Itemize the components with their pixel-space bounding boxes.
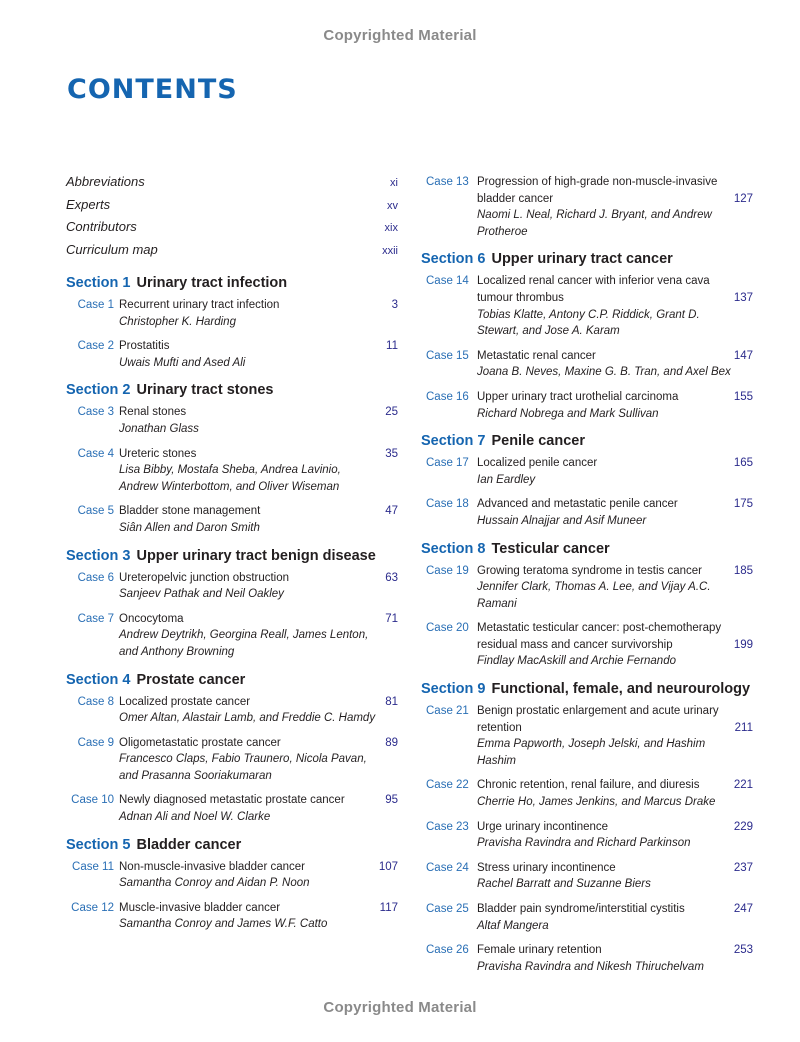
case-title: Stress urinary incontinence [477, 861, 616, 874]
section-title: Penile cancer [491, 433, 585, 450]
section-number: Section 2 [66, 382, 131, 399]
case-authors: Lisa Bibby, Mostafa Sheba, Andrea Lavinio, Andrew Winterbottom, and Oliver Wiseman [119, 464, 341, 493]
case-page: 107 [378, 860, 398, 873]
section-number: Section 5 [66, 836, 131, 853]
case-number: Case 16 [426, 390, 469, 403]
section-number: Section 3 [66, 547, 131, 564]
case-page: 137 [733, 291, 753, 304]
case-entry[interactable] [421, 174, 753, 240]
case-number: Case 2 [77, 340, 114, 353]
case-number: Case 18 [426, 498, 469, 511]
case-title: Prostatitis [119, 340, 170, 353]
case-number: Case 6 [77, 571, 114, 584]
case-page: 71 [385, 612, 398, 625]
case-entry[interactable] [421, 819, 753, 852]
case-page: 3 [391, 299, 398, 311]
case-title: Muscle-invasive bladder cancer [119, 901, 281, 914]
front-matter-item[interactable] [66, 242, 398, 265]
case-page: 81 [385, 695, 398, 708]
case-number: Case 8 [77, 695, 114, 708]
front-matter-label: Contributors [66, 219, 137, 234]
case-page: 117 [379, 901, 398, 914]
case-title: Localized penile cancer [477, 457, 598, 470]
case-number: Case 26 [426, 944, 469, 957]
front-matter-item[interactable] [66, 219, 398, 242]
section-heading[interactable] [66, 548, 398, 564]
case-title: Bladder stone management [119, 505, 261, 518]
case-entry[interactable] [66, 735, 398, 785]
case-title: Ureteric stones [119, 447, 197, 460]
case-page: 247 [733, 903, 753, 915]
section-heading[interactable] [421, 251, 753, 267]
case-page: 253 [733, 944, 753, 957]
case-authors: Jennifer Clark, Thomas A. Lee, and Vijay A.C. Ramani [477, 581, 711, 610]
case-title: Advanced and metastatic penile cancer [477, 498, 678, 511]
case-entry[interactable] [421, 389, 753, 422]
case-page: 35 [385, 447, 398, 460]
case-entry[interactable] [66, 792, 398, 825]
case-entry[interactable] [421, 620, 753, 670]
case-title: Metastatic testicular cancer: post-chemotherapy residual mass and cancer survivorship [477, 622, 722, 651]
case-authors: Samantha Conroy and Aidan P. Noon [119, 877, 310, 890]
section-title: Functional, female, and neurourology [491, 681, 751, 698]
case-number: Case 21 [426, 705, 469, 718]
case-authors: Pravisha Ravindra and Richard Parkinson [477, 837, 691, 850]
section-title: Upper urinary tract benign disease [136, 547, 376, 564]
case-authors: Jonathan Glass [119, 422, 199, 435]
section-title: Prostate cancer [136, 671, 246, 688]
case-title: Ureteropelvic junction obstruction [119, 571, 290, 584]
case-entry[interactable] [66, 503, 398, 536]
case-number: Case 24 [426, 861, 469, 874]
front-matter-item[interactable] [66, 174, 398, 197]
watermark-top: Copyrighted Material [323, 27, 477, 44]
case-authors: Andrew Deytrikh, Georgina Reall, James Lenton, and Anthony Browning [119, 629, 369, 658]
case-entry[interactable] [421, 273, 753, 339]
case-entry[interactable] [66, 297, 398, 330]
case-title: Newly diagnosed metastatic prostate cancer [119, 794, 345, 807]
case-page: 237 [733, 861, 753, 874]
case-entry[interactable] [421, 348, 753, 381]
case-page: 199 [733, 638, 753, 651]
front-matter-page: xix [384, 222, 398, 234]
case-authors: Siân Allen and Daron Smith [119, 521, 260, 534]
case-number: Case 3 [77, 406, 114, 419]
case-authors: Hussain Alnajjar and Asif Muneer [477, 514, 647, 527]
case-authors: Pravisha Ravindra and Nikesh Thiruchelvam [477, 960, 704, 973]
case-authors: Tobias Klatte, Antony C.P. Riddick, Grant D. Stewart, and Jose A. Karam [477, 308, 700, 338]
case-entry[interactable] [421, 777, 753, 810]
case-entry[interactable] [66, 694, 398, 727]
section-heading[interactable] [421, 681, 753, 697]
case-authors: Samantha Conroy and James W.F. Catto [119, 918, 328, 931]
case-number: Case 11 [72, 860, 114, 873]
case-number: Case 10 [71, 794, 114, 807]
case-authors: Omer Altan, Alastair Lamb, and Freddie C. Hamdy [119, 712, 376, 725]
case-number: Case 20 [426, 622, 469, 635]
case-number: Case 5 [77, 505, 114, 518]
case-entry[interactable] [421, 455, 753, 488]
case-title: Non-muscle-invasive bladder cancer [119, 860, 305, 873]
front-matter-label: Abbreviations [66, 174, 145, 189]
case-title: Female urinary retention [477, 944, 602, 957]
watermark-bottom: Copyrighted Material [323, 999, 477, 1016]
case-entry[interactable] [421, 901, 753, 934]
front-matter-page: xi [390, 177, 398, 189]
case-number: Case 19 [426, 564, 469, 577]
case-authors: Adnan Ali and Noel W. Clarke [119, 811, 271, 824]
case-authors: Altaf Mangera [477, 919, 549, 932]
case-page: 127 [733, 192, 753, 205]
case-title: Upper urinary tract urothelial carcinoma [477, 390, 679, 403]
section-number: Section 8 [421, 540, 486, 557]
case-page: 47 [385, 505, 398, 518]
case-authors: Cherrie Ho, James Jenkins, and Marcus Drake [477, 796, 716, 809]
section-title: Bladder cancer [136, 836, 242, 853]
case-title: Localized prostate cancer [119, 695, 251, 708]
section-number: Section 4 [66, 671, 131, 688]
section-heading[interactable] [66, 275, 398, 291]
case-page: 165 [733, 457, 753, 470]
case-number: Case 14 [426, 275, 469, 288]
toc-column-left [66, 174, 398, 941]
case-title: Renal stones [119, 406, 187, 419]
case-page: 89 [385, 736, 398, 749]
case-entry[interactable] [66, 338, 398, 371]
case-number: Case 1 [77, 299, 114, 311]
case-number: Case 17 [426, 457, 469, 470]
case-title: Urge urinary incontinence [477, 820, 609, 833]
case-entry[interactable] [66, 859, 398, 892]
front-matter-page: xxii [382, 244, 398, 257]
case-entry[interactable] [66, 446, 398, 496]
front-matter-label: Curriculum map [66, 241, 158, 257]
case-entry[interactable] [66, 900, 398, 933]
toc-column-right [421, 174, 753, 983]
front-matter-page: xv [387, 199, 398, 212]
case-number: Case 22 [426, 779, 469, 792]
case-title: Bladder pain syndrome/interstitial cystitis [477, 903, 685, 915]
section-title: Urinary tract infection [136, 275, 288, 291]
case-entry[interactable] [66, 611, 398, 661]
section-heading[interactable] [66, 672, 398, 688]
section-number: Section 1 [66, 275, 131, 291]
case-entry[interactable] [421, 860, 753, 893]
case-authors: Richard Nobrega and Mark Sullivan [477, 407, 659, 420]
case-entry[interactable] [421, 942, 753, 975]
case-number: Case 7 [77, 612, 114, 625]
case-entry[interactable] [421, 563, 753, 613]
case-page: 95 [385, 794, 398, 807]
case-page: 211 [734, 721, 753, 734]
case-authors: Christopher K. Harding [119, 315, 236, 328]
section-heading[interactable] [421, 541, 753, 557]
case-entry[interactable] [66, 570, 398, 603]
case-authors: Sanjeev Pathak and Neil Oakley [119, 588, 284, 601]
case-number: Case 25 [426, 903, 469, 915]
case-title: Benign prostatic enlargement and acute urinary retention [477, 705, 719, 734]
case-title: Metastatic renal cancer [477, 349, 596, 362]
section-heading[interactable] [66, 837, 398, 853]
section-title: Testicular cancer [491, 540, 610, 557]
case-number: Case 15 [426, 349, 469, 362]
case-number: Case 9 [77, 736, 114, 749]
section-title: Upper urinary tract cancer [491, 251, 673, 268]
case-title: Oligometastatic prostate cancer [119, 736, 281, 749]
case-page: 221 [733, 779, 753, 792]
case-page: 175 [733, 498, 753, 511]
case-title: Chronic retention, renal failure, and diuresis [477, 779, 700, 792]
case-authors: Joana B. Neves, Maxine G. B. Tran, and Axel Bex [477, 366, 731, 379]
case-authors: Emma Papworth, Joseph Jelski, and Hashim Hashim [477, 738, 706, 767]
case-title: Localized renal cancer with inferior vena cava tumour thrombus [477, 275, 710, 304]
case-number: Case 4 [77, 447, 114, 460]
case-number: Case 12 [71, 901, 114, 914]
case-page: 185 [733, 564, 753, 577]
case-page: 63 [385, 571, 398, 584]
case-number: Case 13 [426, 176, 469, 188]
case-title: Progression of high-grade non-muscle-invasive bladder cancer [477, 176, 718, 205]
case-authors: Ian Eardley [477, 473, 536, 486]
case-authors: Uwais Mufti and Ased Ali [119, 356, 246, 369]
case-authors: Naomi L. Neal, Richard J. Bryant, and Andrew Protheroe [477, 209, 712, 238]
front-matter-item[interactable] [66, 197, 398, 220]
section-heading[interactable] [66, 382, 398, 398]
case-title: Recurrent urinary tract infection [119, 299, 280, 311]
case-entry[interactable] [66, 404, 398, 437]
case-entry[interactable] [421, 496, 753, 529]
front-matter-label: Experts [66, 196, 111, 212]
case-page: 11 [386, 340, 398, 353]
section-number: Section 7 [421, 433, 486, 450]
page-title: CONTENTS [67, 74, 238, 105]
case-authors: Rachel Barratt and Suzanne Biers [477, 878, 651, 891]
case-page: 25 [385, 406, 398, 419]
case-entry[interactable] [421, 703, 753, 769]
case-number: Case 23 [426, 820, 469, 833]
section-title: Urinary tract stones [136, 382, 274, 399]
section-heading[interactable] [421, 433, 753, 449]
section-number: Section 9 [421, 681, 486, 698]
case-title: Oncocytoma [119, 612, 184, 625]
case-page: 229 [733, 820, 753, 833]
case-authors: Francesco Claps, Fabio Traunero, Nicola Pavan, and Prasanna Sooriakumaran [119, 753, 367, 782]
case-page: 155 [733, 390, 753, 403]
case-authors: Findlay MacAskill and Archie Fernando [477, 655, 676, 668]
case-page: 147 [733, 349, 753, 362]
case-title: Growing teratoma syndrome in testis cancer [477, 564, 702, 577]
section-number: Section 6 [421, 251, 486, 268]
